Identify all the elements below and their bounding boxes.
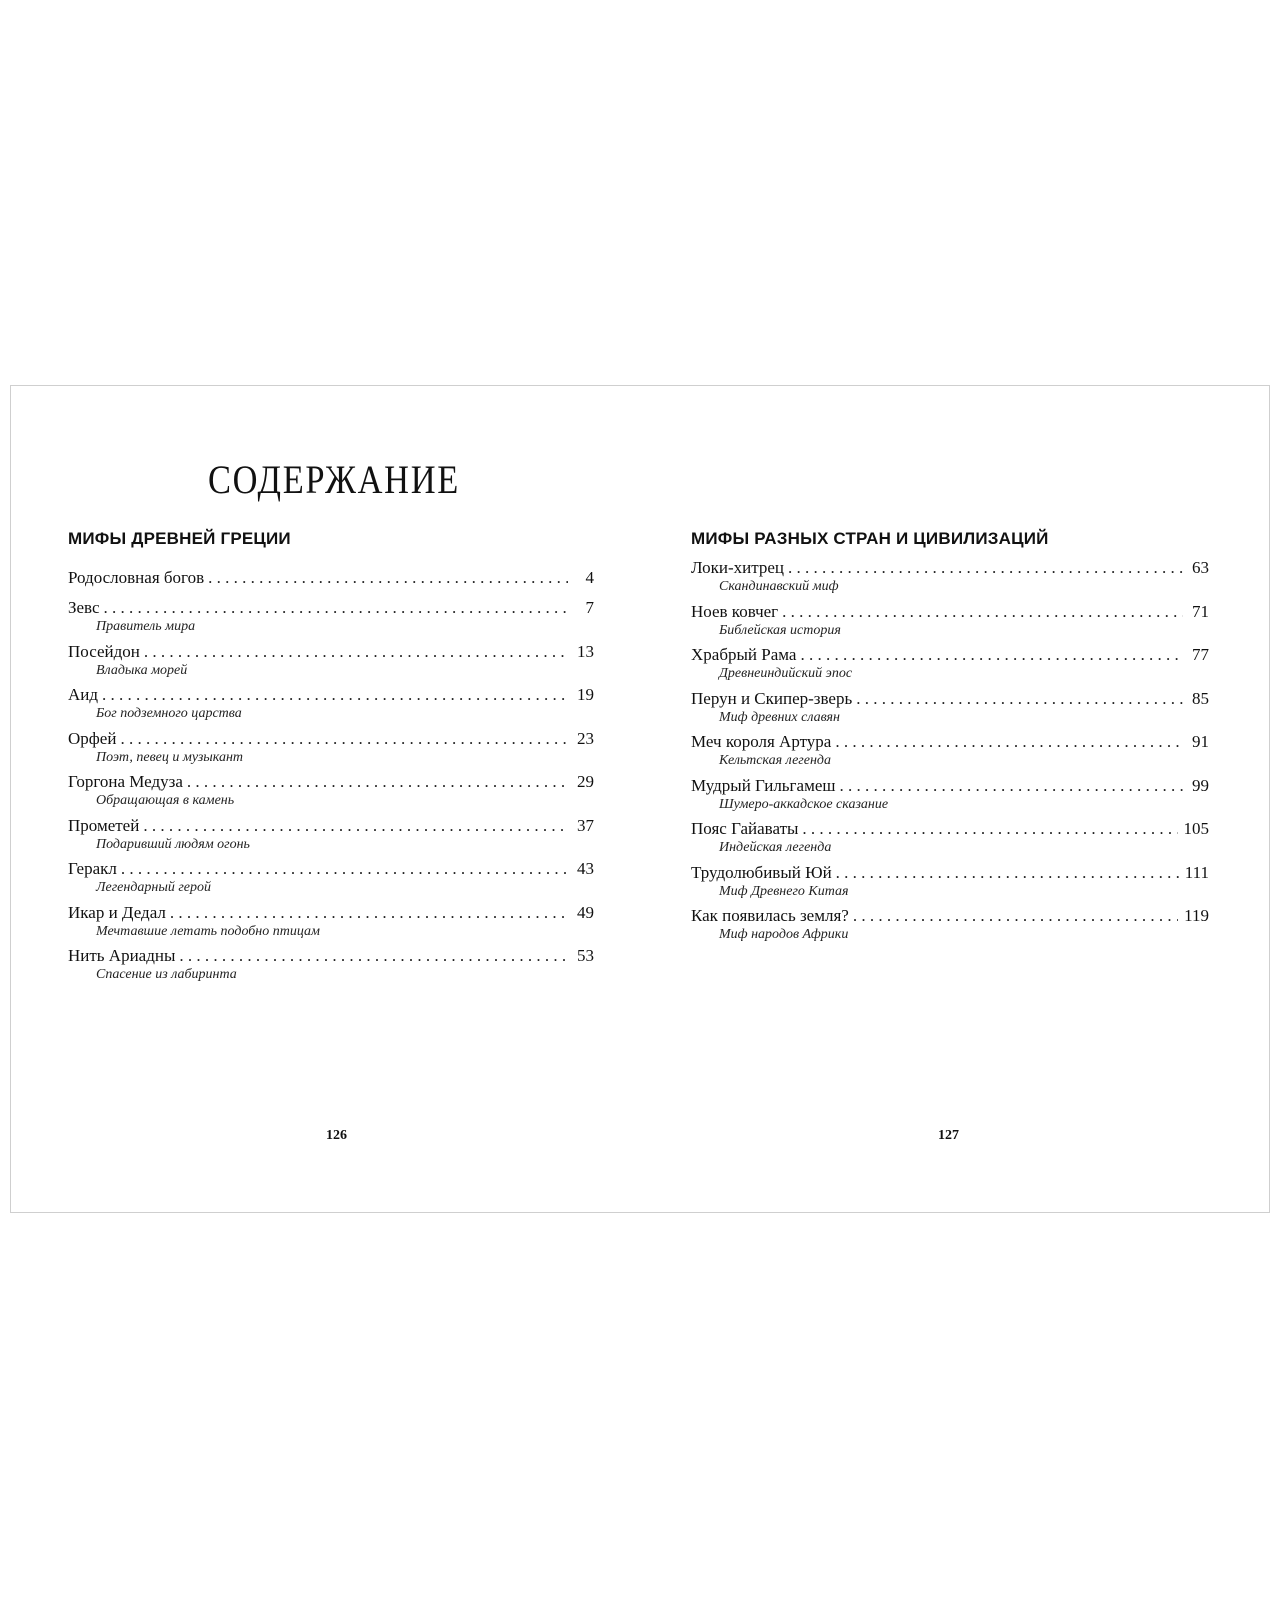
toc-entry[interactable]: [68, 946, 594, 990]
toc-entry-page: 105: [1183, 819, 1209, 838]
toc-entry-subtitle: Миф древних славян: [719, 709, 840, 725]
toc-entry-page: 43: [577, 859, 594, 878]
toc-entry-page: 119: [1184, 906, 1209, 925]
toc-entry-subtitle: Библейская история: [719, 622, 841, 638]
toc-entry-line: [68, 598, 594, 618]
toc-title: СОДЕРЖАНИЕ: [208, 457, 461, 502]
toc-entry[interactable]: [691, 863, 1209, 907]
toc-entry[interactable]: [691, 819, 1209, 863]
toc-entry-line: [691, 689, 1209, 709]
toc-entry-page: 99: [1192, 775, 1209, 795]
leader-dots: [800, 645, 1183, 665]
toc-entry[interactable]: [68, 859, 594, 903]
leader-dots: [835, 732, 1183, 752]
leader-dots: [187, 772, 568, 792]
toc-entry[interactable]: [68, 772, 594, 816]
toc-entry-subtitle: Индейская легенда: [719, 840, 832, 855]
toc-entry-subtitle: Правитель мира: [96, 619, 196, 634]
toc-entry-subtitle: Подаривший людям огонь: [96, 836, 250, 852]
toc-entry-page: 53: [577, 946, 594, 965]
toc-entry-title: Икар и Дедал: [68, 902, 166, 922]
left-page: [11, 386, 641, 1212]
toc-entry-subtitle: Спасение из лабиринта: [96, 967, 237, 982]
section-heading-world: МИФЫ РАЗНЫХ СТРАН И ЦИВИЛИЗАЦИЙ: [691, 529, 1049, 548]
toc-entry[interactable]: [691, 776, 1209, 820]
toc-entry-page: 77: [1192, 645, 1209, 664]
page-number-left: 126: [326, 1128, 347, 1143]
toc-entry-line: [691, 732, 1209, 752]
toc-entry-title: Перун и Скипер-зверь: [691, 688, 853, 708]
toc-entry-line: [68, 568, 594, 588]
toc-entry-line: [691, 776, 1209, 796]
toc-entry-line: [68, 816, 594, 836]
toc-entry-line: [68, 729, 594, 749]
toc-entry-title: Посейдон: [68, 641, 140, 661]
toc-entry-line: [68, 642, 594, 662]
leader-dots: [802, 819, 1177, 839]
section-heading-greece: МИФЫ ДРЕВНЕЙ ГРЕЦИИ: [68, 529, 291, 548]
toc-entry-subtitle: Поэт, певец и музыкант: [96, 749, 244, 765]
leader-dots: [102, 685, 568, 705]
toc-entry-page: 4: [585, 568, 594, 587]
toc-entry-title: Ноев ковчег: [691, 601, 779, 621]
toc-entry[interactable]: [68, 729, 594, 773]
toc-entry[interactable]: [691, 732, 1209, 776]
toc-entry-subtitle: Скандинавский миф: [719, 579, 839, 594]
toc-entry[interactable]: [691, 558, 1209, 602]
toc-entry-title: Нить Ариадны: [68, 946, 176, 965]
toc-entry[interactable]: [691, 602, 1209, 646]
toc-entry[interactable]: [68, 642, 594, 686]
toc-entry-subtitle: Миф Древнего Китая: [719, 883, 849, 899]
toc-entry-page: 13: [577, 641, 594, 661]
leader-dots: [836, 863, 1179, 883]
toc-entry-page: 23: [577, 728, 594, 748]
leader-dots: [104, 598, 568, 618]
toc-entry-title: Трудолюбивый Юй: [691, 862, 832, 882]
leader-dots: [853, 906, 1178, 926]
page-number-right: 127: [938, 1128, 959, 1143]
toc-entry[interactable]: [68, 568, 594, 598]
toc-entry-title: Орфей: [68, 728, 117, 748]
toc-entry-line: [691, 863, 1209, 883]
toc-entry-title: Пояс Гайаваты: [691, 819, 799, 838]
toc-entry-page: 7: [585, 598, 594, 617]
leader-dots: [839, 776, 1183, 796]
toc-entry-title: Как появилась земля?: [691, 906, 849, 925]
leader-dots: [144, 642, 568, 662]
toc-entry-line: [68, 903, 594, 923]
toc-entry-page: 49: [577, 902, 594, 922]
leader-dots: [170, 903, 568, 923]
toc-entry[interactable]: [691, 645, 1209, 689]
toc-entry-subtitle: Древнеиндийский эпос: [719, 666, 853, 681]
toc-entry-line: [68, 946, 594, 966]
toc-entry-title: Горгона Медуза: [68, 772, 183, 791]
toc-entry-title: Мудрый Гильгамеш: [691, 775, 836, 795]
book-spread: [10, 385, 1270, 1213]
toc-entry[interactable]: [68, 903, 594, 947]
toc-entry-subtitle: Владыка морей: [96, 662, 188, 678]
toc-entry-page: 85: [1192, 688, 1209, 708]
leader-dots: [856, 689, 1183, 709]
toc-entry-page: 63: [1192, 558, 1209, 577]
toc-entry-page: 29: [577, 772, 594, 791]
leader-dots: [143, 816, 568, 836]
toc-entry-page: 111: [1184, 862, 1209, 882]
toc-list-world: [691, 558, 1209, 950]
toc-entry-title: Меч короля Артура: [691, 732, 832, 751]
toc-entry-title: Прометей: [68, 815, 140, 835]
toc-entry-line: [691, 906, 1209, 926]
toc-entry-title: Геракл: [68, 859, 117, 878]
toc-list-greece: [68, 568, 594, 990]
toc-entry[interactable]: [691, 689, 1209, 733]
toc-entry-line: [68, 859, 594, 879]
leader-dots: [788, 558, 1183, 578]
leader-dots: [179, 946, 568, 966]
toc-entry-subtitle: Обращающая в камень: [96, 793, 235, 808]
toc-entry-title: Зевс: [68, 598, 100, 617]
toc-entry-subtitle: Мечтавшие летать подобно птицам: [96, 923, 320, 939]
toc-entry[interactable]: [68, 685, 594, 729]
toc-entry-title: Родословная богов: [68, 568, 205, 587]
toc-entry-page: 19: [577, 685, 594, 704]
toc-entry-line: [691, 645, 1209, 665]
toc-entry-subtitle: Миф народов Африки: [719, 927, 849, 942]
toc-entry-line: [691, 819, 1209, 839]
leader-dots: [121, 859, 568, 879]
toc-entry[interactable]: [68, 598, 594, 642]
toc-entry-line: [691, 558, 1209, 578]
toc-entry[interactable]: [68, 816, 594, 860]
toc-entry-line: [68, 685, 594, 705]
leader-dots: [782, 602, 1183, 622]
toc-entry-title: Аид: [68, 685, 99, 704]
toc-entry-page: 91: [1192, 732, 1209, 751]
toc-entry-line: [691, 602, 1209, 622]
toc-entry[interactable]: [691, 906, 1209, 950]
toc-entry-title: Храбрый Рама: [691, 645, 797, 664]
leader-dots: [208, 568, 568, 588]
toc-entry-subtitle: Легендарный герой: [96, 880, 212, 895]
toc-entry-subtitle: Бог подземного царства: [96, 706, 242, 721]
toc-entry-line: [68, 772, 594, 792]
toc-entry-subtitle: Кельтская легенда: [719, 753, 832, 768]
toc-entry-page: 37: [577, 815, 594, 835]
right-page: [641, 386, 1271, 1212]
toc-entry-page: 71: [1192, 601, 1209, 621]
toc-entry-title: Локи-хитрец: [691, 558, 785, 577]
leader-dots: [120, 729, 568, 749]
toc-entry-subtitle: Шумеро-аккадское сказание: [719, 796, 889, 812]
